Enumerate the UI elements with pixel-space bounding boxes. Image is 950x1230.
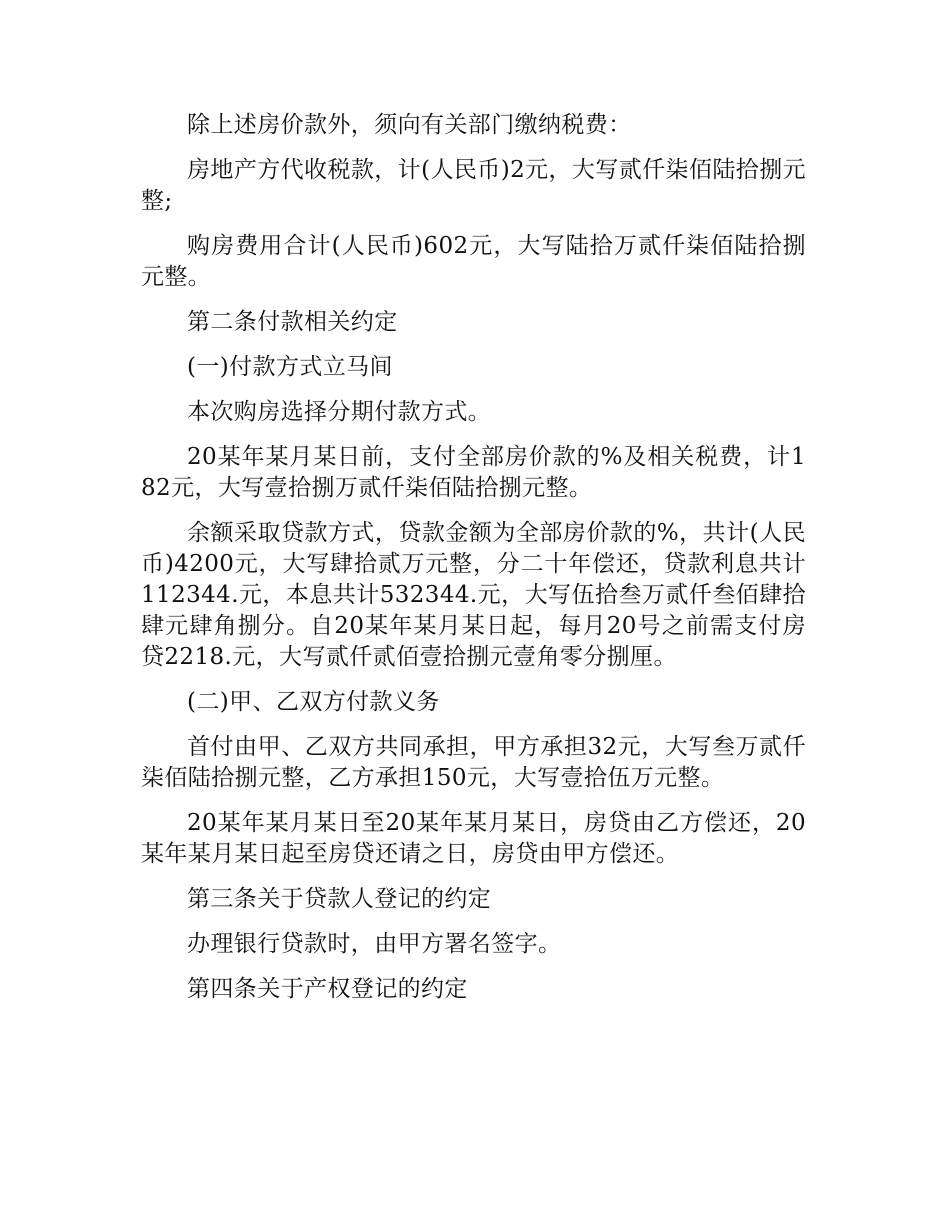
paragraph-tax-amount: 房地产方代收税款，计(人民币)2元，大写贰仟柒佰陆拾捌元整; [141, 157, 806, 214]
heading-article-3: 第三条关于贷款人登记的约定 [187, 886, 492, 912]
paragraph-loan-details: 余额采取贷款方式，贷款金额为全部房价款的%，共计(人民币)4200元，大写肆拾贰万元整，分二十年偿还，贷款利息共计112344.元，本息共计532344.元，大写伍拾叁万贰仟叁佰肆拾肆元肆角捌分。自20某年某月某日起，每月20号之前需支付房贷2218.元，大写贰仟贰佰壹拾捌元壹角零分捌厘。 [141, 520, 806, 670]
subheading-payment-obligations: (二)甲、乙双方付款义务 [187, 689, 440, 715]
paragraph-installment: 本次购房选择分期付款方式。 [187, 399, 492, 425]
subheading-payment-method: (一)付款方式立马间 [187, 354, 393, 380]
paragraph-down-payment: 20某年某月某日前，支付全部房价款的%及相关税费，计182元，大写壹拾捌万贰仟柒佰陆拾捌元整。 [141, 444, 806, 501]
paragraph-repayment-schedule: 20某年某月某日至20某年某月某日，房贷由乙方偿还，20某年某月某日起至房贷还请之日，房贷由甲方偿还。 [141, 810, 806, 867]
heading-article-2: 第二条付款相关约定 [187, 309, 398, 335]
document-body [141, 110, 806, 1019]
paragraph-tax-intro: 除上述房价款外，须向有关部门缴纳税费： [187, 112, 632, 138]
heading-article-4: 第四条关于产权登记的约定 [187, 976, 468, 1002]
paragraph-total-cost: 购房费用合计(人民币)602元，大写陆拾万贰仟柒佰陆拾捌元整。 [141, 233, 806, 290]
paragraph-loan-signature: 办理银行贷款时，由甲方署名签字。 [187, 931, 562, 957]
paragraph-shared-down-payment: 首付由甲、乙双方共同承担，甲方承担32元，大写叁万贰仟柒佰陆拾捌元整，乙方承担150元，大写壹拾伍万元整。 [141, 734, 806, 791]
